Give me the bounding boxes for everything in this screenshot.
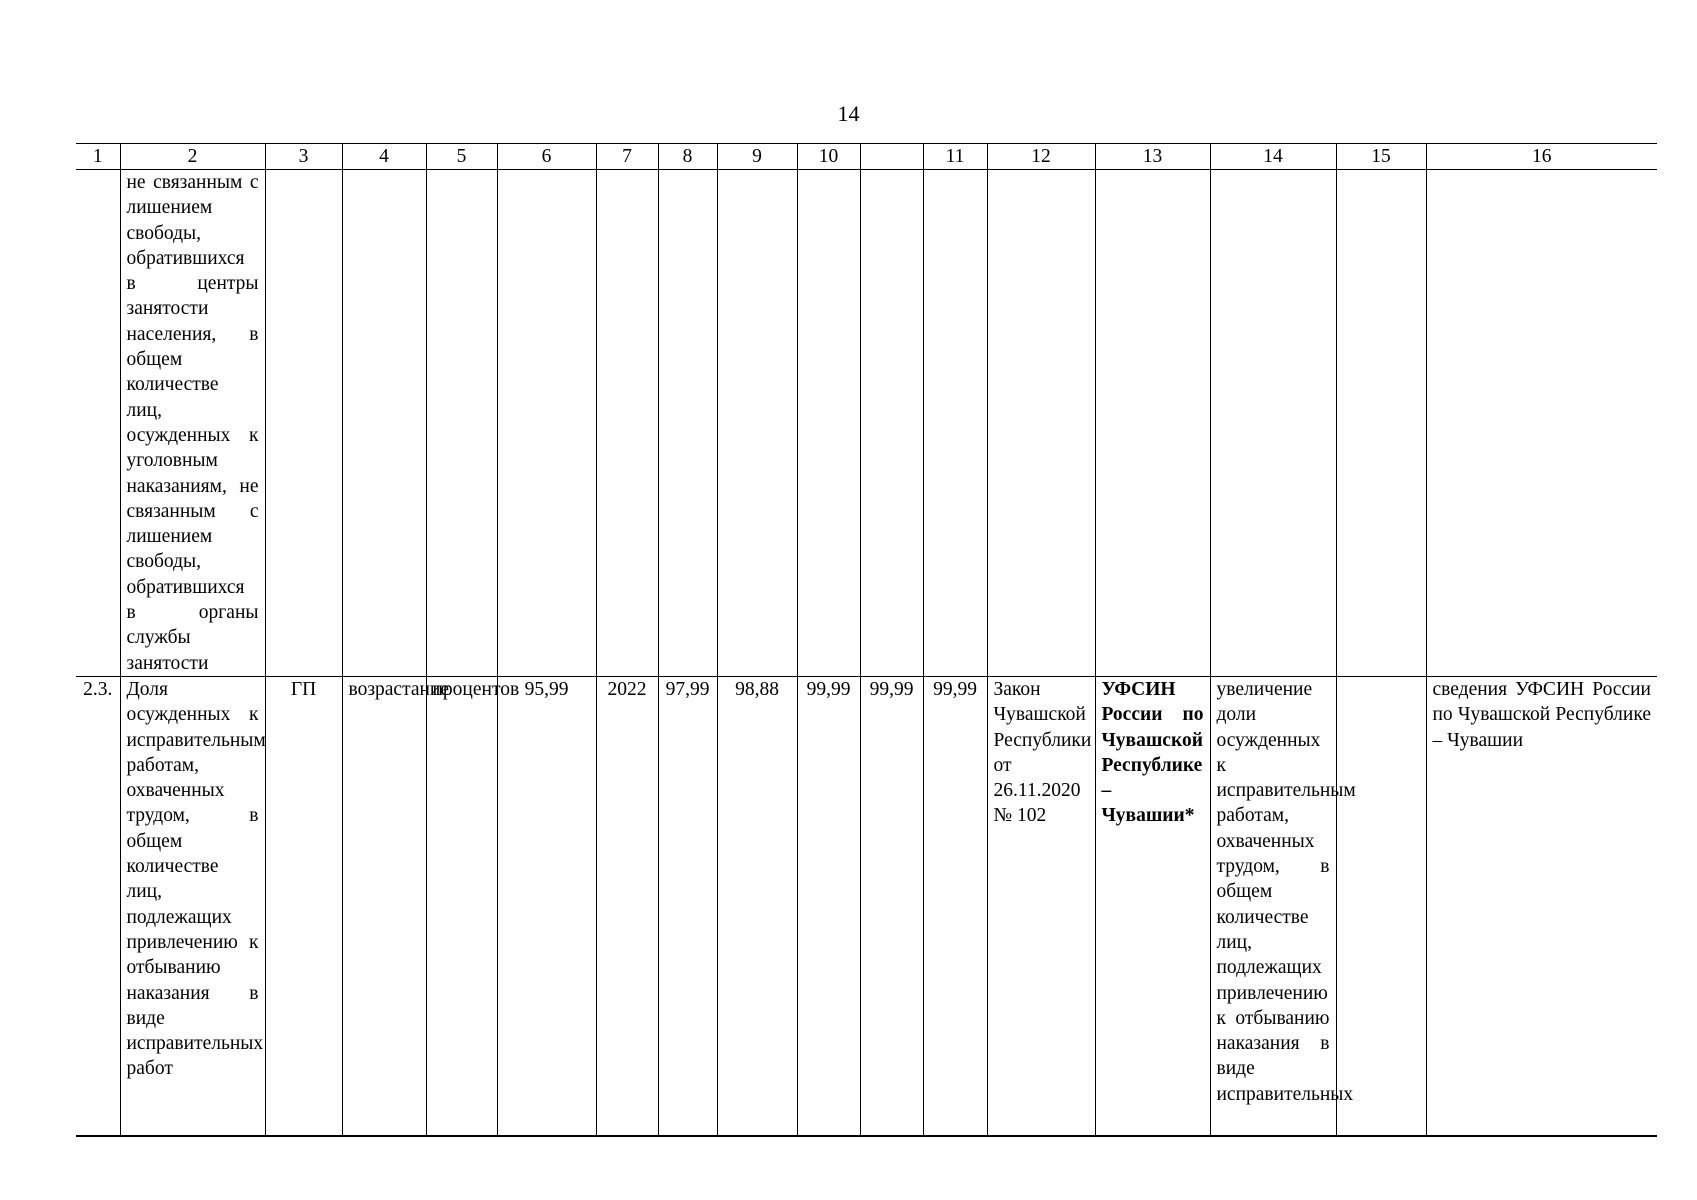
table-row	[76, 676, 1657, 1136]
column-header: 15	[1336, 144, 1426, 170]
data-source: сведения УФСИН России по Чувашской Республике – Чувашии	[1426, 676, 1657, 1136]
column-header: 2	[120, 144, 265, 170]
value-col-9: 98,88	[717, 676, 797, 1136]
trend: возрастание	[342, 676, 426, 1136]
column-header: 12	[987, 144, 1095, 170]
unit: процентов	[426, 676, 497, 1136]
value-col-8: 97,99	[658, 676, 717, 1136]
column-header: 7	[596, 144, 658, 170]
col-15-cell	[1336, 676, 1426, 1136]
column-header: 6	[497, 144, 596, 170]
column-header: 14	[1210, 144, 1336, 170]
row-number: 2.3.	[76, 676, 120, 1136]
column-header: 10	[797, 144, 860, 170]
value-col-11: 99,99	[923, 676, 987, 1136]
indicator-name: Доля осужденных к исправительным работам, охваченных трудом, в общем количестве лиц, подлежащих привлечению к отбыванию наказания в виде исправительных работ	[120, 676, 265, 1136]
table-row	[76, 170, 1657, 677]
column-header: 8	[658, 144, 717, 170]
responsible-authority: УФСИН России по Чувашской Республике – Чувашии*	[1095, 676, 1210, 1136]
column-header: 5	[426, 144, 497, 170]
column-header: 4	[342, 144, 426, 170]
column-header: 9	[717, 144, 797, 170]
base-value: 95,99	[497, 676, 596, 1136]
column-header: 13	[1095, 144, 1210, 170]
indicators-table	[76, 143, 1657, 1137]
expected-result: увеличение доли осужденных к исправительным работам, охваченных трудом, в общем количестве лиц, подлежащих привлечению к отбыванию наказания в виде исправительных	[1210, 676, 1336, 1136]
legal-basis: Закон Чувашской Республики от 26.11.2020 № 102	[987, 676, 1095, 1136]
page-number: 14	[837, 101, 860, 126]
indicator-text-continuation: не связанным с лишением свободы, обратившихся в центры занятости населения, в общем количестве лиц, осужденных к уголовным наказаниям, не связанным с лишением свободы, обратившихся в органы службы занятости	[120, 170, 265, 677]
column-number-row	[76, 144, 1657, 170]
column-header	[860, 144, 923, 170]
column-header: 3	[265, 144, 342, 170]
program-type: ГП	[265, 676, 342, 1136]
column-header: 11	[923, 144, 987, 170]
value-unnumbered-col: 99,99	[860, 676, 923, 1136]
base-year: 2022	[596, 676, 658, 1136]
column-header: 1	[76, 144, 120, 170]
column-header: 16	[1426, 144, 1657, 170]
value-col-10: 99,99	[797, 676, 860, 1136]
